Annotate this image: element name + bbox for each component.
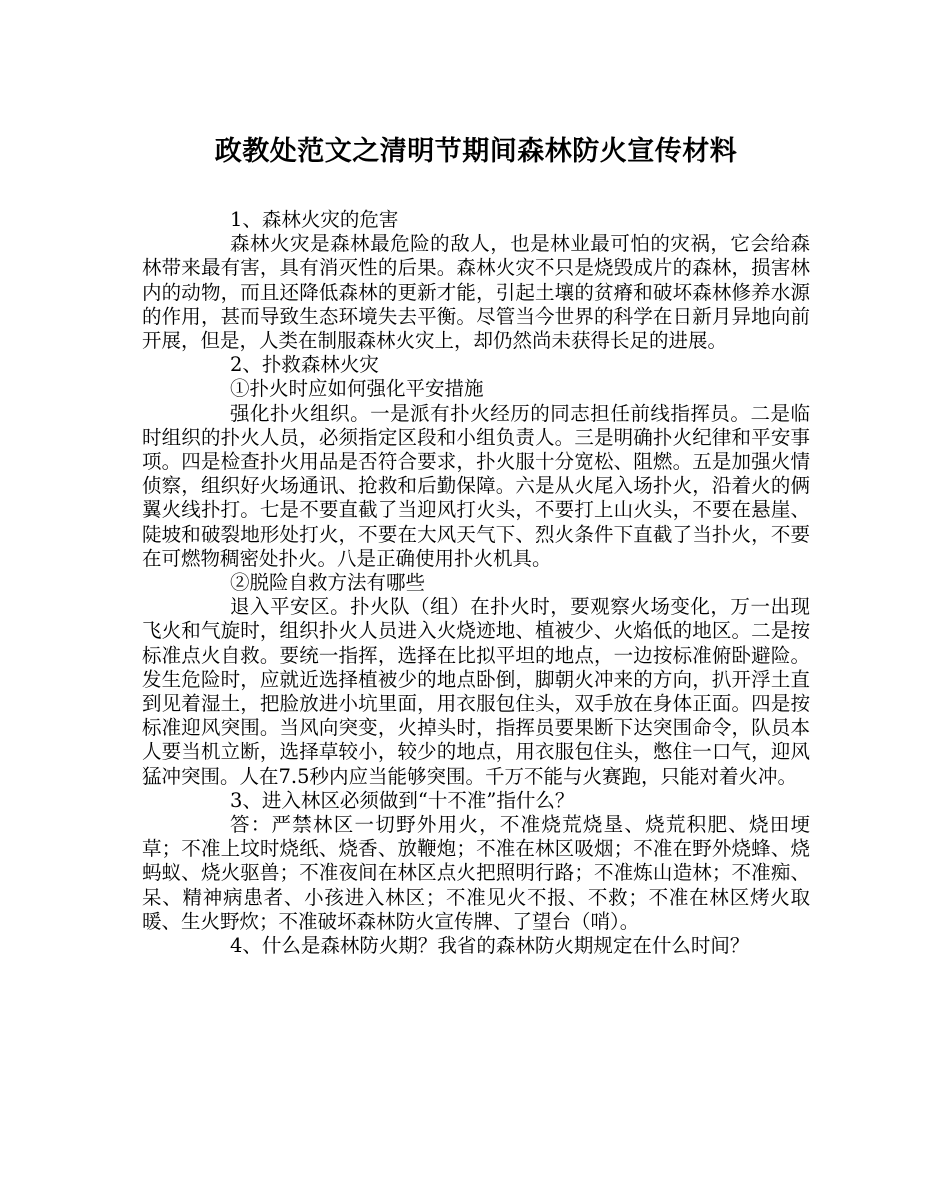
heading-fire-fighting: 2、扑救森林火灾 <box>230 353 379 377</box>
heading-fire-prevention-period: 4、什么是森林防火期？我省的森林防火期规定在什么时间？ <box>230 934 750 958</box>
heading-fire-hazards: 1、森林火灾的危害 <box>230 208 399 231</box>
paragraph-fire-hazards: 森林火灾是森林最危险的敌人，也是林业最可怕的灾祸，它会给森林带来最有害，具有消灭性的后果。森林火灾不只是烧毁成片的森林，损害林内的动物，而且还降低森林的更新才能，引起土壤的贫瘠和破坏森林修养水源的作用，甚而导致生态环境失去平衡。尽管当今世界的科学在日新月异地向前开展，但是，人类在制服森林火灾上，却仍然尚未获得长足的进展。 <box>142 232 810 353</box>
document-body <box>142 208 810 958</box>
paragraph-ten-prohibitions: 答：严禁林区一切野外用火，不准烧荒烧垦、烧荒积肥、烧田埂草；不准上坟时烧纸、烧香、放鞭炮；不准在林区吸烟；不准在野外烧蜂、烧蚂蚁、烧火驱兽；不准夜间在林区点火把照明行路；不准炼山造林；不准痴、呆、精神病患者、小孩进入林区；不准见火不报、不救；不准在林区烤火取暖、生火野炊；不准破坏森林防火宣传牌、了望台（哨）。 <box>142 813 810 933</box>
heading-ten-prohibitions: 3、进入林区必须做到“十不准”指什么？ <box>230 788 575 812</box>
paragraph-safety-measures: 强化扑火组织。一是派有扑火经历的同志担任前线指挥员。二是临时组织的扑火人员，必须指定区段和小组负责人。三是明确扑火纪律和平安事项。四是检查扑火用品是否符合要求，扑火服十分宽松、阻燃。五是加强火情侦察，组织好火场通讯、抢救和后勤保障。六是从火尾入场扑火，沿着火的俩翼火线扑打。七是不要直截了当迎风打火头，不要打上山火头，不要在悬崖、陡坡和破裂地形处打火，不要在大风天气下、烈火条件下直截了当扑火，不要在可燃物稠密处扑火。八是正确使用扑火机具。 <box>142 401 810 570</box>
document-title: 政教处范文之清明节期间森林防火宣传材料 <box>214 136 738 167</box>
subheading-self-rescue: ②脱险自救方法有哪些 <box>230 571 426 595</box>
subheading-safety-measures: ①扑火时应如何强化平安措施 <box>230 377 484 401</box>
paragraph-self-rescue: 退入平安区。扑火队（组）在扑火时，要观察火场变化，万一出现飞火和气旋时，组织扑火人员进入火烧迹地、植被少、火焰低的地区。二是按标准点火自救。要统一指挥，选择在比拟平坦的地点，一边按标准俯卧避险。发生危险时，应就近选择植被少的地点卧倒，脚朝火冲来的方向，扒开浮土直到见着湿土，把脸放进小坑里面，用衣服包住头，双手放在身体正面。四是按标准迎风突围。当风向突变，火掉头时，指挥员要果断下达突围命令，队员本人要当机立断，选择草较小，较少的地点，用衣服包住头，憋住一口气，迎风猛冲突围。人在7.5秒内应当能够突围。千万不能与火赛跑，只能对着火冲。 <box>142 595 810 788</box>
